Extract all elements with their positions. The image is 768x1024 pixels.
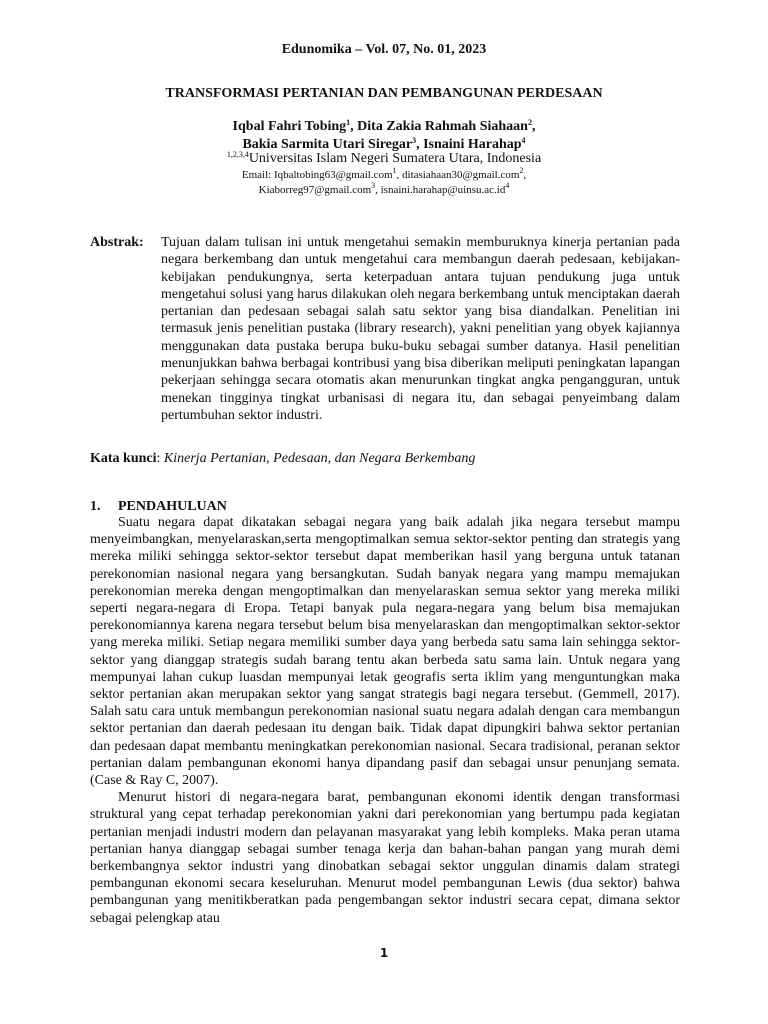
abstract-label: Abstrak: bbox=[90, 235, 144, 250]
email-address: Iqbaltobing63@gmail.com bbox=[273, 169, 393, 181]
paragraph: Suatu negara dapat dikatakan sebagai negara yang baik adalah jika negara tersebut mampu menyeimbangkan, menyelaraskan,serta mengoptimalkan semua sektor-sektor penting dan strategis yang mereka miliki sehingga sektor-sektor tersebut dapat memberikan hasil yang berguna untuk tatanan perekonomian nasional negara yang bersangkutan. Sudah banyak negara yang mampu memajukan perekonomian mereka dengan mengoptimalkan dan menyelaraskan semua sektor yang mereka miliki seperti negara-negara di Eropa. Tetapi banyak pula negara-negara yang belum bisa memajukan perekonomiannya karena negara tersebut belum bisa menyelaraskan dan mengoptimalkan sektor-sektor yang mereka miliki. Setiap negara memiliki sumber daya yang berbeda satu sama lain sehingga sektor-sektor yang dianggap strategis sudah barang tentu akan berbeda satu sama lain. Untuk negara yang mempunyai lahan cukup luasdan mempunyai letak geografis serta iklim yang menguntungkan maka sektor pertanian akan merupakan sektor yang sangat strategis bagi negara tersebut. (Gemmell, 2017). Salah satu cara untuk membangun perekonomian nasional suatu negara adalah dengan cara membangun sektor pertanian dan daerah pedesaan itu dengan baik. Tidak dapat dipungkiri bahwa sektor pertanian dan pedesaan dapat membantu meningkatkan perekonomian nasional. Secara tradisional, peranan sektor pertanian dalam pembangunan ekonomi hanya dipandang pasif dan sebagai unsur penunjang semata. (Case & Ray C, 2007). bbox=[90, 515, 680, 789]
keywords-value: Kinerja Pertanian, Pedesaan, dan Negara Berkembang bbox=[163, 451, 476, 466]
author-name: Dita Zakia Rahmah Siahaan bbox=[357, 119, 528, 134]
email-address: Kiaborreg97@gmail.com bbox=[258, 184, 372, 196]
email-sup: 2 bbox=[519, 166, 524, 175]
author-sup: 3 bbox=[412, 136, 417, 145]
author-sup: 2 bbox=[527, 118, 532, 127]
paper-title: TRANSFORMASI PERTANIAN DAN PEMBANGUNAN PERDESAAN bbox=[165, 86, 603, 101]
section-number: 1. bbox=[90, 499, 101, 514]
author-name: Isnaini Harahap bbox=[423, 137, 522, 152]
journal-header: Edunomika – Vol. 07, No. 01, 2023 bbox=[281, 42, 487, 57]
abstract bbox=[90, 234, 680, 424]
body-text bbox=[90, 514, 680, 927]
author-sup: 1 bbox=[346, 118, 351, 127]
section-heading bbox=[90, 499, 227, 515]
email-sup: 3 bbox=[371, 181, 376, 190]
abstract-text: Tujuan dalam tulisan ini untuk mengetahui semakin memburuknya kinerja pertanian pada negara berkembang dan untuk mengetahui cara membangun daerah pedesaan, kebijakan-kebijakan pendukungnya, serta keterpaduan antara tujuan pendukung juga untuk mengetahui solusi yang harus dilakukan oleh negara berkembang untuk menciptakan daerah pertanian dan pedesaan sebagai salah satu sektor yang bisa diandalkan. Penelitian ini termasuk jenis penelitian pustaka (library research), yakni penelitian yang obyek kajiannya menggunakan data pustaka berupa buku-buku sebagai sumber datanya. Hasil penelitian menunjukkan bahwa berbagai kontribusi yang bisa diberikan meliputi peningkatan lapangan pekerjaan sehingga secara otomatis akan menurunkan tingkat angka pengangguran, untuk menekan tingginya tingkat urbanisasi di negara itu, dan sebagai penyeimbang dalam pertumbuhan sektor industri. bbox=[161, 235, 680, 423]
keywords-label: Kata kunci bbox=[90, 451, 157, 466]
keywords: Kata kunci: Kinerja Pertanian, Pedesaan, dan Negara Berkembang bbox=[90, 451, 476, 466]
email-prefix: Email: bbox=[241, 169, 274, 181]
author-list: Iqbal Fahri Tobing$^1$, Dita Zakia Rahmah Siahaan$^2$, Bakia Sarmita Utari Siregar$^3$, Isnaini Harahap$^4$ bbox=[232, 118, 536, 152]
page-number: 1 bbox=[379, 946, 389, 960]
section-title: PENDAHULUAN bbox=[118, 499, 227, 514]
affiliation-sup: 1,2,3,4 bbox=[226, 150, 249, 159]
affiliation-text: Universitas Islam Negeri Sumatera Utara, Indonesia bbox=[248, 151, 542, 166]
email-address: ditasiahaan30@gmail.com bbox=[402, 169, 520, 181]
affiliation bbox=[0, 151, 768, 167]
author-sup: 4 bbox=[521, 136, 526, 145]
author-name: Iqbal Fahri Tobing bbox=[232, 119, 347, 134]
email-sup: 4 bbox=[505, 181, 510, 190]
paragraph: Menurut histori di negara-negara barat, pembangunan ekonomi identik dengan transformasi struktural yang cepat terhadap perekonomian yakni dari perekonomian yang bertumpu pada kegiatan pertanian menjadi industri modern dan pelayanan masyarakat yang lebih kompleks. Maka peran utama pertanian hanya dianggap sebagai sumber tenaga kerja dan bahan-bahan pangan yang murah demi berkembangnya sektor industri yang dinobatkan sebagai sektor unggulan dinamis dalam strategi pembangunan ekonomi secara keseluruhan. Menurut model pembangunan Lewis (dua sektor) bahwa pembangunan yang menitikberatkan pada pengembangan sektor industri secara cepat, dimana sektor sebagai pelengkap atau bbox=[90, 790, 680, 926]
email-sup: 1 bbox=[392, 166, 397, 175]
email-address: isnaini.harahap@uinsu.ac.id bbox=[380, 184, 506, 196]
author-name: Bakia Sarmita Utari Siregar bbox=[242, 137, 413, 152]
email-list: Email: Iqbaltobing63@gmail.com$^1$, ditasiahaan30@gmail.com$^2$, Kiaborreg97@gmail.com$^3$, $isnaini.harahap@uinsu.ac.id^4$ bbox=[241, 166, 527, 196]
